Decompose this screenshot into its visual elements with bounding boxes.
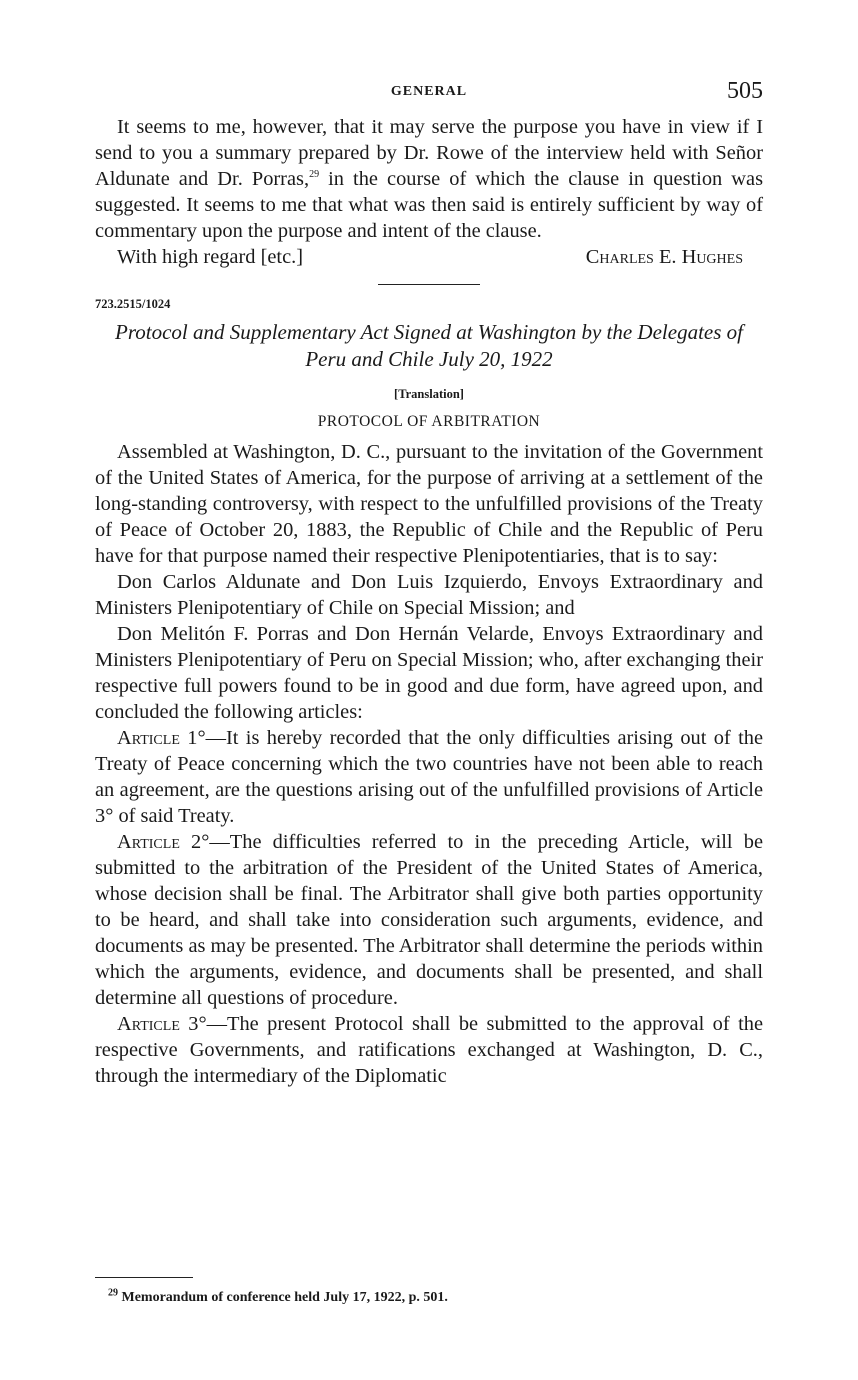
- page-header: [95, 78, 763, 114]
- article-1-label: Article 1°: [117, 727, 206, 749]
- page: [95, 78, 763, 1089]
- section-divider: [378, 284, 480, 285]
- letter-paragraph-text-end: in the course of which the clause in question was suggested. It seems to me that what was then said is entirely sufficient by way of commentary upon the purpose and intent of the clause.: [95, 168, 763, 242]
- footnote-number: 29: [108, 1287, 118, 1299]
- chile-delegates-paragraph: Don Carlos Aldunate and Don Luis Izquierdo, Envoys Extraordinary and Ministers Plenipotentiary of Chile on Special Mission; and: [95, 571, 763, 619]
- footnote-divider: [95, 1277, 193, 1278]
- article-2-label: Article 2°: [117, 831, 210, 853]
- peru-delegates-paragraph: Don Melitón F. Porras and Don Hernán Velarde, Envoys Extraordinary and Ministers Plenipotentiary of Peru on Special Mission; who, after exchanging their respective full powers found to be in good and due form, have agreed upon, and concluded the following articles:: [95, 623, 763, 723]
- letter-closing: [95, 244, 763, 274]
- translation-note: [Translation]: [394, 387, 464, 401]
- protocol-heading: PROTOCOL OF ARBITRATION: [317, 413, 541, 430]
- article-3-label: Article 3°: [117, 1013, 207, 1035]
- running-head: GENERAL: [390, 84, 468, 99]
- article-2-paragraph: [95, 829, 763, 1011]
- letter-paragraph: [95, 114, 763, 244]
- article-2-text: —The difficulties referred to in the preceding Article, will be submitted to the arbitration of the President of the United States of America, whose decision shall be final. The Arbitrator shall give both parties opportunity to be heard, and shall take into consideration such arguments, evidence, and documents as may be presented. The Arbitrator shall determine the periods within which the arguments, evidence, and documents shall be presented, and shall determine all questions of procedure.: [95, 831, 764, 1009]
- document-title: Protocol and Supplementary Act Signed at Washington by the Delegates of Peru and Chile July 20, 1922: [115, 320, 743, 371]
- article-1-text: —It is hereby recorded that the only difficulties arising out of the Treaty of Peace concerning which the two countries have not been able to reach an agreement, are the questions arising out of the unfulfilled provisions of Article 3° of said Treaty.: [95, 727, 763, 827]
- closing-phrase: With high regard [etc.]: [117, 246, 304, 268]
- footnote-reference: 29: [309, 169, 320, 181]
- article-1-paragraph: [95, 725, 763, 829]
- letter-paragraph-text-start: It seems to me, however, that it may serve the purpose you have in view if I send to you a summary prepared by Dr. Rowe of the interview held with Señor Aldunate and Dr. Porras,: [95, 116, 763, 190]
- article-3-text: —The present Protocol shall be submitted to the approval of the respective Governments, and ratifications exchanged at Washington, D. C., through the intermediary of the Diplomatic: [95, 1013, 763, 1087]
- preamble-paragraph: Assembled at Washington, D. C., pursuant to the invitation of the Government of the United States of America, for the purpose of arriving at a settlement of the long-standing controversy, with respect to the unfulfilled provisions of the Treaty of Peace of October 20, 1883, the Republic of Chile and the Republic of Peru have for that purpose named their respective Plenipotentiaries, that is to say:: [95, 441, 763, 567]
- file-number: 723.2515/1024: [95, 297, 171, 311]
- article-3-paragraph: [95, 1011, 763, 1089]
- footnote-text: Memorandum of conference held July 17, 1922, p. 501.: [118, 1290, 448, 1305]
- footnote: [108, 1287, 448, 1306]
- signature: Charles E. Hughes: [585, 246, 743, 268]
- page-number: 505: [727, 78, 763, 104]
